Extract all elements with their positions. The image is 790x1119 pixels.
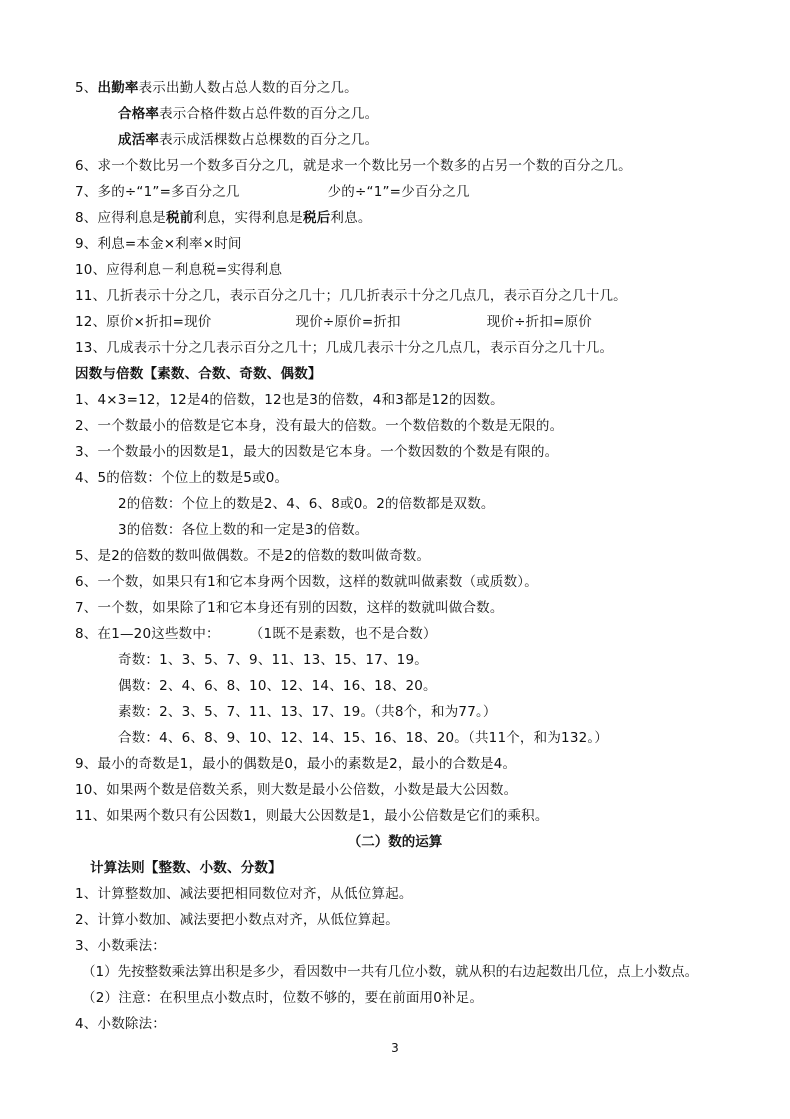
- pct-item-10: 10、应得利息－利息税=实得利息: [75, 262, 283, 278]
- factors-item-9: 9、最小的奇数是1，最小的偶数是0，最小的素数是2，最小的合数是4。: [75, 756, 517, 772]
- factors-item-6: 6、一个数，如果只有1和它本身两个因数，这样的数就叫做素数（或质数）。: [75, 574, 538, 590]
- composite-numbers-list: 合数：4、6、8、9、10、12、14、15、16、18、20。（共11个，和为132。）: [118, 730, 609, 746]
- factors-item-3: 3、一个数最小的因数是1，最大的因数是它本身。一个数因数的个数是有限的。: [75, 444, 559, 460]
- term-attendance-rate: 出勤率: [97, 80, 139, 96]
- factors-item-8: [75, 625, 437, 643]
- factors-item-4: 4、5的倍数：个位上的数是5或0。: [75, 470, 289, 486]
- term-survival-rate: 成活率: [118, 132, 160, 148]
- formula-current-price: 12、原价×折扣=现价: [75, 314, 212, 330]
- ops-item-3: 3、小数乘法：: [75, 938, 166, 954]
- factors-item-4-three: 3的倍数：各位上数的和一定是3的倍数。: [118, 522, 369, 538]
- ops-item-4: 4、小数除法：: [75, 1016, 166, 1032]
- page-number: 3: [391, 1041, 399, 1055]
- definition-text: 表示合格件数占总件数的百分之几。: [159, 106, 379, 122]
- text-part: 8、应得利息是: [75, 210, 166, 226]
- ops-item-3-2: （2）注意：在积里点小数点时，位数不够的，要在前面用0补足。: [82, 990, 484, 1006]
- formula-more: 7、多的÷“1”=多百分之几: [75, 184, 240, 200]
- ops-item-1: 1、计算整数加、减法要把相同数位对齐，从低位算起。: [75, 886, 413, 902]
- even-numbers-list: 偶数：2、4、6、8、10、12、14、16、18、20。: [118, 678, 437, 694]
- factors-item-4-two: 2的倍数：个位上的数是2、4、6、8或0。2的倍数都是双数。: [118, 496, 495, 512]
- definition-text: 表示成活棵数占总棵数的百分之几。: [159, 132, 379, 148]
- pct-item-8: [75, 209, 372, 227]
- pct-item-13: 13、几成表示十分之几表示百分之几十；几成几表示十分之几点几，表示百分之几十几。: [75, 340, 614, 356]
- section-title-operations: （二）数的运算: [347, 834, 443, 850]
- factors-heading: 因数与倍数【素数、合数、奇数、偶数】: [75, 366, 322, 382]
- pct-item-5: [75, 79, 358, 97]
- formula-original-price: 现价÷折扣=原价: [486, 314, 592, 330]
- pct-item-5-survival: [118, 131, 378, 149]
- pct-item-12: [75, 313, 592, 331]
- term-pretax: 税前: [166, 210, 194, 226]
- item-number: 5、: [75, 80, 98, 96]
- text-part: 利息，实得利息是: [193, 210, 304, 226]
- odd-numbers-list: 奇数：1、3、5、7、9、11、13、15、17、19。: [118, 652, 428, 668]
- definition-text: 表示出勤人数占总人数的百分之几。: [138, 80, 358, 96]
- pct-item-6: 6、求一个数比另一个数多百分之几，就是求一个数比另一个数多的占另一个数的百分之几。: [75, 158, 632, 174]
- pct-item-9: 9、利息=本金×利率×时间: [75, 236, 242, 252]
- item-text: 8、在1—20这些数中：: [75, 626, 220, 642]
- item-note: （1既不是素数，也不是合数）: [249, 626, 437, 642]
- formula-less: 少的÷“1”=少百分之几: [327, 184, 470, 200]
- factors-item-2: 2、一个数最小的倍数是它本身，没有最大的倍数。一个数倍数的个数是无限的。: [75, 418, 564, 434]
- text-part: 利息。: [330, 210, 372, 226]
- factors-item-1: 1、4×3=12，12是4的倍数，12也是3的倍数，4和3都是12的因数。: [75, 392, 504, 408]
- pct-item-11: 11、几折表示十分之几，表示百分之几十；几几折表示十分之几点几，表示百分之几十几。: [75, 288, 627, 304]
- factors-item-7: 7、一个数，如果除了1和它本身还有别的因数，这样的数就叫做合数。: [75, 600, 504, 616]
- pct-item-5-qualified: [118, 105, 378, 123]
- factors-item-5: 5、是2的倍数的数叫做偶数。不是2的倍数的数叫做奇数。: [75, 548, 431, 564]
- ops-item-3-1: （1）先按整数乘法算出积是多少，看因数中一共有几位小数，就从积的右边起数出几位，点上小数点。: [82, 964, 699, 980]
- term-aftertax: 税后: [303, 210, 331, 226]
- term-pass-rate: 合格率: [118, 106, 160, 122]
- ops-item-2: 2、计算小数加、减法要把小数点对齐，从低位算起。: [75, 912, 399, 928]
- operations-heading: 计算法则【整数、小数、分数】: [90, 860, 282, 876]
- factors-item-11: 11、如果两个数只有公因数1，则最大公因数是1，最小公倍数是它们的乘积。: [75, 808, 549, 824]
- prime-numbers-list: 素数：2、3、5、7、11、13、17、19。（共8个，和为77。）: [118, 704, 497, 720]
- factors-item-10: 10、如果两个数是倍数关系，则大数是最小公倍数，小数是最大公因数。: [75, 782, 518, 798]
- formula-discount: 现价÷原价=折扣: [295, 314, 401, 330]
- pct-item-7: [75, 183, 470, 201]
